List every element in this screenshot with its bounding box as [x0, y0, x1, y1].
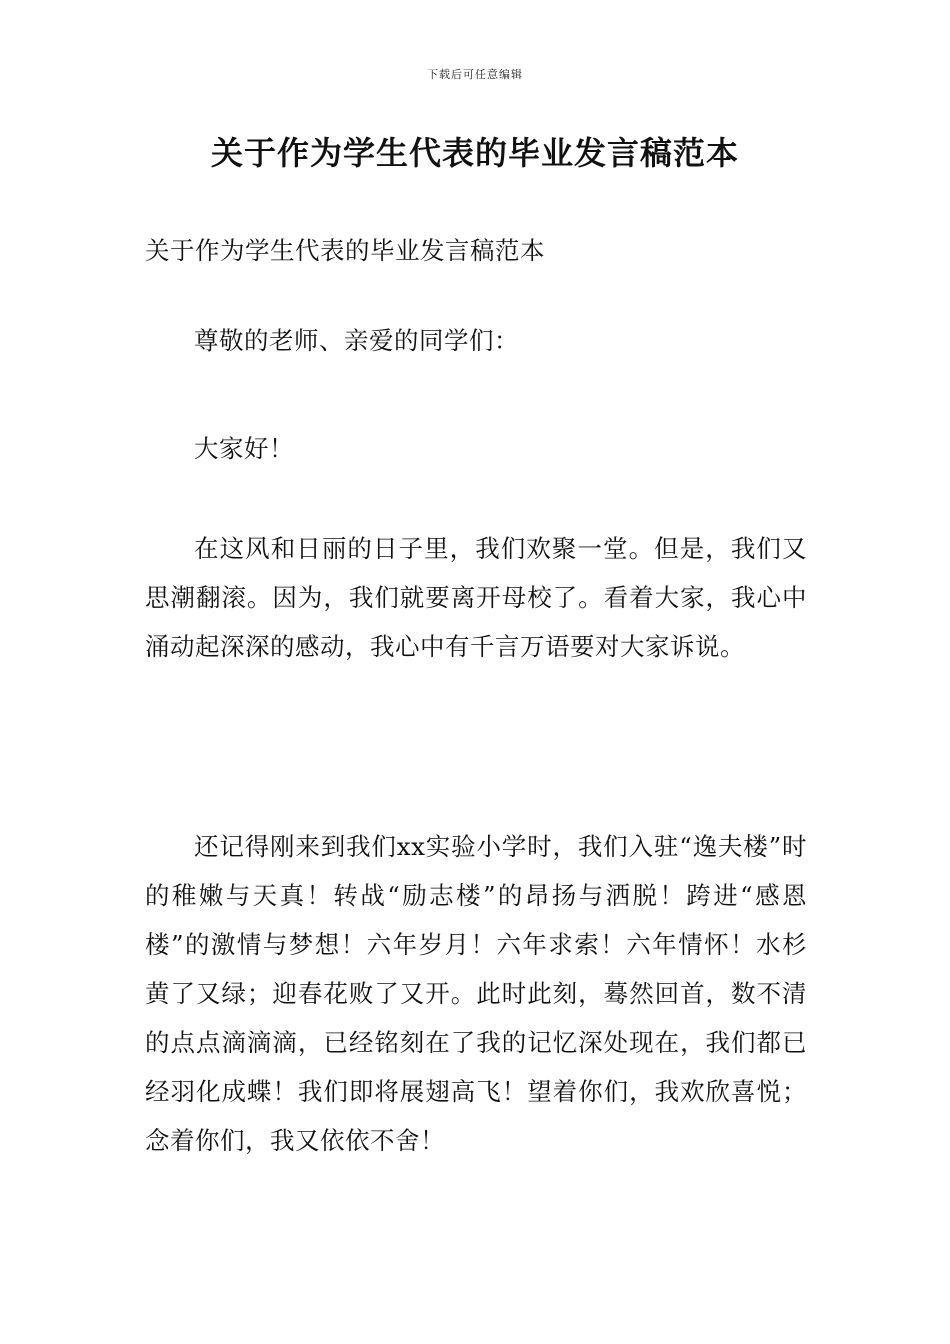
header-note: 下载后可任意编辑 — [427, 68, 523, 81]
paragraph-1: 在这风和日丽的日子里，我们欢聚一堂。但是，我们又思潮翻滚。因为，我们就要离开母校了。看着大家，我心中涌动起深深的感动，我心中有千言万语要对大家诉说。 — [145, 534, 807, 661]
greeting: 大家好！ — [194, 434, 294, 463]
paragraph-2: 还记得刚来到我们xx实验小学时，我们入驻“逸夫楼”时的稚嫩与天真！转战“励志楼”的昂扬与洒脱！跨进“感恩楼”的激情与梦想！六年岁月！六年求索！六年情怀！水杉黄了又绿；迎春花败了又开。此时此刻，蓦然回首，数不清的点点滴滴滴，已经铭刻在了我的记忆深处现在，我们都已经羽化成蝶！我们即将展翅高飞！望着你们，我欢欣喜悦；念着你们，我又依依不舍！ — [145, 832, 807, 1155]
document-subtitle: 关于作为学生代表的毕业发言稿范本 — [145, 236, 545, 265]
document-title: 关于作为学生代表的毕业发言稿范本 — [210, 134, 739, 172]
salutation: 尊敬的老师、亲爱的同学们： — [194, 326, 519, 355]
